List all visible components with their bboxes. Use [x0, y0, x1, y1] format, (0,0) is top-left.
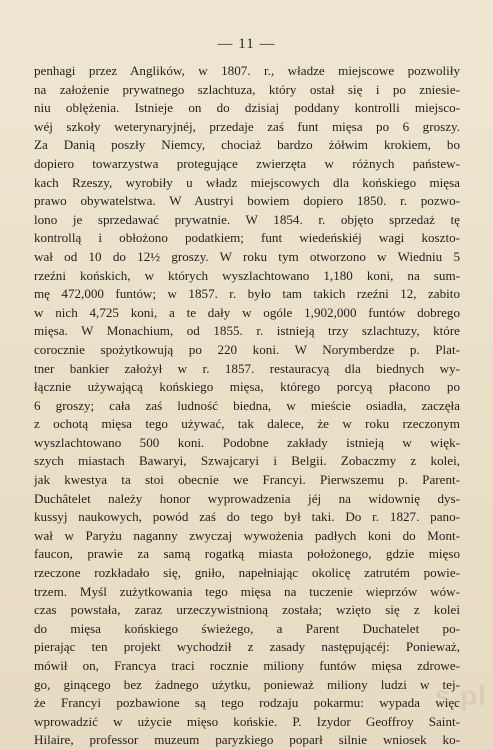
text-line: rzeźni końskich, w których wyszlachtowano 1,180 koni, na sum-: [34, 267, 460, 283]
text-line: penhagi przez Anglików, w 1807. r., władze miejscowe pozwoliły: [34, 63, 460, 78]
text-line: niu oblężenia. Istnieje on do dzisiaj poddany kontrolli miejsco-: [34, 100, 460, 116]
text-line: lono je sprzedawać prywatnie. W 1854. r. objęto sprzedaż tę: [34, 211, 460, 227]
text-line: kussyj naukowych, powód zaś do tego był taki. Do r. 1827. pano-: [34, 509, 460, 525]
text-line: dopiero towarzystwa protegujące zwierzęta w różnych państew-: [34, 155, 460, 171]
text-line: czas powstała, zaraz urzeczywistnioną została; wzięto się z kolei: [34, 602, 460, 618]
text-line: w nich 4,725 koni, a te dały w ogóle 1,902,000 funtów dobrego: [34, 304, 460, 320]
text-line: prawo obywatelstwa. W Austryi bowiem dopiero 1850. r. pozwo-: [34, 193, 460, 209]
text-line: mięsa. W Monachium, od 1855. r. istnieją trzy szlachtuzy, które: [34, 323, 460, 339]
text-line: na założenie prywatnego szlachtuza, który ostał się i po zniesie-: [34, 81, 460, 97]
text-line: 6 groszy; cała zaś ludność biedna, w mieście osiadła, zaczęła: [34, 397, 460, 413]
text-line: Za Danią poszły Niemcy, chociaż bardzo żółwim krokiem, bo: [34, 137, 460, 153]
text-line: Duchâtelet należy honor wyprowadzenia jéj na widownię dys-: [34, 490, 460, 506]
text-line: go, ginącego bez żadnego użytku, ponieważ miliony ludzi w tej-: [34, 676, 460, 692]
text-line: rzeczone rozkładało się, gniło, napełniając okolicę zatrutém powie-: [34, 565, 460, 581]
text-line: że Francyi pozbawione są tego rodzaju pokarmu: wypada więc: [34, 695, 460, 711]
text-line: mę 472,000 funtów; w 1857. r. było tam takich rzeźni 12, zabito: [34, 286, 460, 302]
text-line: wéj szkoły weterynaryjnéj, przedaje zaś funt mięsa po 6 groszy.: [34, 118, 460, 134]
body-text: [34, 62, 460, 750]
text-line: trzem. Myśl zużytkowania tego mięsa na tuczenie wieprzów wów-: [34, 583, 460, 599]
text-line: corocznie spożytkowują po 220 koni. W Norymberdze p. Plat-: [34, 341, 460, 357]
text-line: łącznie używającą końskiego mięsa, którego porcyą płacono po: [34, 379, 460, 395]
text-line: kontrollą i obłożono podatkiem; funt wiedeńskiéj wagi koszto-: [34, 230, 460, 246]
text-line: tner bankier założył w r. 1857. restauracyą dla biednych wy-: [34, 360, 460, 376]
text-line: do mięsa końskiego świeżego, a Parent Duchatelet po-: [34, 620, 460, 636]
watermark: s.pl: [434, 680, 487, 711]
text-line: jak kwestya ta stoi obecnie we Francyi. Pierwszemu p. Parent-: [34, 472, 460, 488]
text-line: wprowadzić w użycie mięso końskie. P. Izydor Geoffroy Saint-: [34, 713, 460, 729]
page-number: — 11 —: [217, 36, 276, 52]
text-line: faucon, prawie za samą rogatką miasta położonego, gdzie mięso: [34, 546, 460, 562]
text-line: wyszlachtowano 500 koni. Podobne zakłady istnieją w więk-: [34, 434, 460, 450]
text-line: wał w Paryżu naganny zwyczaj wywożenia padłych koni do Mont-: [34, 527, 460, 543]
text-line: z ochotą mięsa tego używać, tak dalece, że w roku rzeczonym: [34, 416, 460, 432]
text-line: pierając ten projekt wychodził z zasady następującéj: Ponieważ,: [34, 639, 460, 655]
text-line: wał od 10 do 12½ groszy. W roku tym otworzono w Wiedniu 5: [34, 248, 460, 264]
text-line: mówił on, Francya traci rocznie miliony funtów mięsa zdrowe-: [34, 658, 460, 673]
text-line: kach Rzeszy, wyrobiły u władz miejscowych dla końskiego mięsa: [34, 174, 460, 190]
text-line: szych miastach Bawaryi, Szwajcaryi i Belgii. Zobaczmy z kolei,: [34, 453, 460, 469]
text-line: Hilaire, professor muzeum paryzkiego poparł silnie wniosek ko-: [34, 732, 460, 748]
